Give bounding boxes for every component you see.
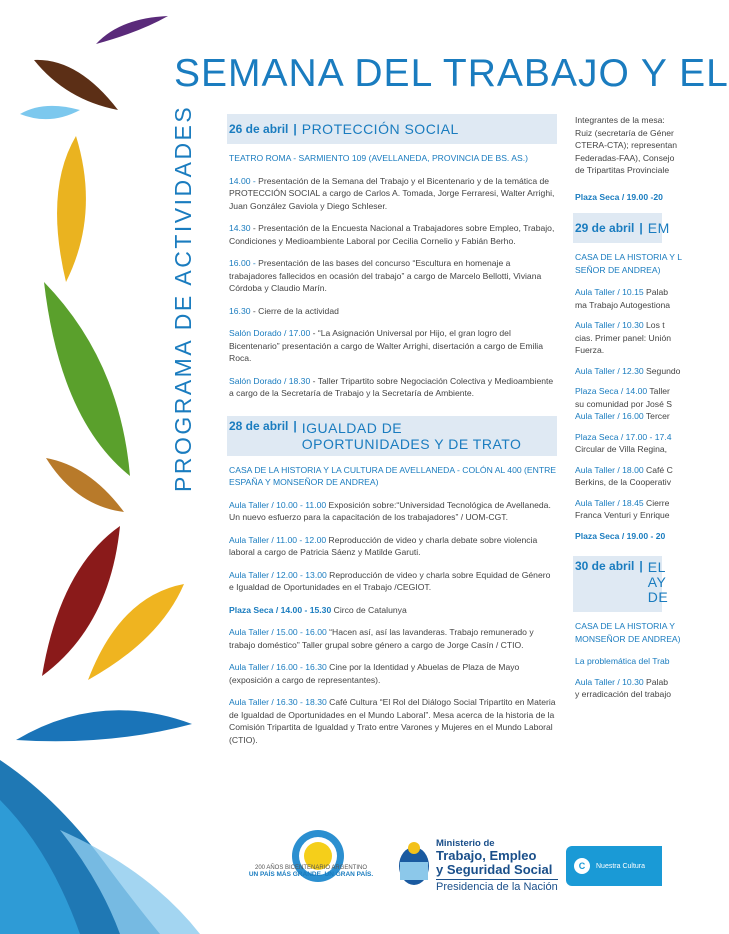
entry-text: cias. Primer panel: Unión [575,332,672,343]
entry-text: Palab [643,676,669,687]
text-line: Integrantes de la mesa: [575,115,665,125]
schedule-entry [229,375,557,400]
entry-text: Los t [643,320,665,330]
entry-text: “Hacen así, así las lavanderas. Trabajo remunerado y trabajo doméstico” Taller grupal sobre género a cargo de Jorge Casín / CTIO. [229,627,534,650]
text-line: Ruiz (secretaría de Géner [575,127,674,138]
entry-text: Reproducción de video y charla debate sobre violencia laboral a cargo de Patricia Sáenz y Matilde Garuti. [229,534,538,557]
day-date: 26 de abril [229,121,289,136]
day-date: 29 de abril [575,220,635,235]
blue-leaf [16,710,192,741]
topic-line: La problemática del Trab [575,656,670,666]
entry-time: 16.30 [229,305,251,316]
separator: | [293,121,297,136]
text-line: CASA DE LA HISTORIA Y [575,621,675,631]
purple-leaf [96,16,168,44]
entry-text: Segundo [643,365,681,376]
plaza-seca-time: Plaza Seca / 19.00 - 20 [575,530,666,541]
cultura-label: Nuestra Cultura [596,862,646,870]
day-topic [648,560,668,605]
schedule-entry [229,661,557,686]
entry-time: Aula Taller / 12.00 - 13.00 [229,569,327,580]
entry-time: Aula Taller / 10.30 [575,676,644,687]
entry-text: - Cierre de la actividad [250,305,339,316]
entry-text: Palab [643,287,669,297]
schedule-entry [229,257,557,295]
ministry-line: Presidencia de la Nación [436,881,558,893]
entry-time: Aula Taller / 10.00 - 11.00 [229,499,327,510]
topic-line: EL [647,559,666,575]
entry-text: y erradicación del trabajo [575,689,672,699]
escudo-icon [399,842,429,885]
text-line: CTERA-CTA); representan [575,140,678,150]
entry-time: Aula Taller / 12.30 [575,365,644,376]
day-topic: IGUALDAD DE OPORTUNIDADES Y DE TRATO [301,419,522,452]
green-leaf [44,282,130,476]
entry-time: Aula Taller / 16.00 - 16.30 [229,662,327,672]
entry-text: Tercer [643,411,670,421]
text-line: SEÑOR DE ANDREA) [575,264,661,275]
slogan: UN PAÍS MÁS GRANDE. UN GRAN PAÍS. [248,871,374,878]
entry-text: Franca Venturi y Enrique [575,510,670,520]
schedule-entry [229,604,557,617]
day-date: 30 de abril [575,559,635,573]
schedule-entry [575,464,673,489]
entry-text: ma Trabajo Autogestiona [575,299,671,310]
schedule-entry [575,497,670,522]
entry-text: Circo de Catalunya [331,604,407,615]
schedule-entry [229,175,557,213]
schedule-entry [229,626,557,651]
separator: | [639,220,643,235]
entry-text: - “La Asignación Universal por Hijo, el gran logro del Bicentenario” presentación a cargo de Walter Arrighi, disertación a cargo de Emilia Roca. [229,328,543,363]
entry-text: Presentación de las bases del concurso “Escultura en homenaje a trabajadores fallecidos en ocasión del trabajo” a cargo de Marcelo Bellotti, Viviana Córdoba y Claudio Marín. [229,258,542,293]
venue: CASA DE LA HISTORIA Y LA CULTURA DE AVELLANEDA - COLÓN AL 400 (ENTRE ESPAÑA Y MONSEÑOR DE ANDREA) [229,464,557,487]
day-header [227,416,557,456]
entry-time: Salón Dorado / 17.00 [229,328,311,338]
entry-time: Aula Taller / 11.00 - 12.00 [229,534,327,545]
entry-time: Aula Taller / 18.45 [575,497,644,508]
schedule-entry [575,385,672,423]
topic-line: DE [647,589,669,605]
day-topic: PROTECCIÓN SOCIAL [301,120,459,137]
entry-time: Plaza Seca / 14.00 - 15.30 [229,604,332,615]
ministry-logo-text [436,838,558,893]
entry-text: - Presentación de la Encuesta Nacional a Trabajadores sobre Empleo, Trabajo, Condiciones y Medioambiente Laboral por Cecilia Cornelio y Fabián Berho. [229,223,555,246]
ministry-line: y Seguridad Social [436,862,553,877]
cultura-icon: C [574,858,590,874]
schedule-entry [575,319,672,357]
panel-intro [575,114,678,177]
entry-time: Aula Taller / 16.30 - 18.30 [229,697,327,707]
entry-text: Fuerza. [575,345,605,355]
text-line: de Tripartitas Provinciale [575,165,670,175]
schedule-entry [575,286,671,311]
entry-text: - Taller Tripartito sobre Negociación Colectiva y Medioambiente a cargo de la Secretaría de Trabajo y la Secretaría de Ambiente. [229,375,554,398]
entry-time: Aula Taller / 18.00 [575,464,644,475]
schedule-entry [229,222,557,247]
light-blue-leaf [20,106,80,119]
day-header [573,556,669,612]
schedule-entry [575,431,672,456]
text-line: CASA DE LA HISTORIA Y L [575,252,682,262]
entry-time: Plaza Seca / 17.00 - 17.4 [575,431,672,442]
entry-time: 14.30 [229,223,251,233]
venue [575,251,682,276]
ministry-line: Ministerio de [436,838,495,849]
entry-text: Circular de Villa Regina, [575,444,668,454]
entry-text: Reproducción de video y charla sobre Equidad de Género e Igualdad de Oportunidades en el Trabajo /CEGIOT. [229,569,551,592]
entry-time: Aula Taller / 15.00 - 16.00 [229,627,327,637]
schedule-entry [229,327,557,365]
entry-text: Taller [647,386,670,396]
entry-text: Berkins, de la Cooperativ [575,477,672,487]
entry-time: Aula Taller / 16.00 [575,411,644,421]
day-date: 28 de abril [229,418,289,433]
day-header [573,213,670,243]
topic-line: AY [647,574,667,590]
entry-time: Aula Taller / 10.15 [575,287,644,297]
schedule-entry [575,676,672,701]
tan-leaf [46,458,124,512]
yellow-leaf [57,136,86,282]
entry-time: Salón Dorado / 18.30 [229,375,311,386]
schedule-entry [229,499,557,524]
cultura-logo [566,846,662,886]
schedule-entry [229,305,557,318]
schedule-column-right [575,114,682,709]
separator: | [639,559,643,573]
entry-time: Plaza Seca / 14.00 [575,386,648,396]
entry-text: Café C [643,464,673,475]
entry-time: 14.00 - [229,175,256,186]
page-title: SEMANA DEL TRABAJO Y EL [174,52,729,95]
schedule-entry [229,534,557,559]
bicentenario-text [246,865,376,878]
venue: TEATRO ROMA - SARMIENTO 109 (AVELLANEDA, PROVINCIA DE BS. AS.) [229,153,528,163]
schedule-entry [229,696,557,746]
plaza-seca-time: Plaza Seca / 19.00 -20 [575,191,663,202]
venue [575,620,681,645]
ministry-line: Trabajo, Empleo [436,848,537,863]
schedule-entry [575,365,681,378]
text-line: MONSEÑOR DE ANDREA) [575,633,681,644]
schedule-entry [229,569,557,594]
entry-text: Cine por la Identidad y Abuelas de Plaza de Mayo (exposición a cargo de representantes). [229,662,520,685]
text-line: Federadas-FAA), Consejo [575,152,675,163]
entry-text: su comunidad por José S [575,398,672,409]
entry-text: Exposición sobre:“Universidad Tecnológica de Avellaneda. Un nuevo esfuerzo para la capacitación de los trabajadores” / UOM-CGT. [229,499,551,522]
entry-time: Aula Taller / 10.30 [575,320,644,330]
entry-text: Presentación de la Semana del Trabajo y el Bicentenario y de la temática de PROTECCIÓN SOCIAL a cargo de Carlos A. Tomada, Jorge Ferraresi, Walter Arrighi, Juan González Gaviola y Diego Schleser. [229,175,555,211]
bicentenario-label: 200 AÑOS BICENTENARIO ARGENTINO [254,865,368,871]
program-title: PROGRAMA DE ACTIVIDADES [170,104,196,492]
day-header [227,114,557,144]
separator: | [293,418,297,433]
brown-leaf [34,60,118,110]
day-topic: EM [647,219,670,236]
schedule-column-left [229,114,557,756]
entry-time: 16.00 - [229,258,256,268]
entry-text: Café Cultura “El Rol del Diálogo Social Tripartito en Materia de Igualdad de Oportunidades en el Mundo Laboral”. Mesa acerca de la historia de la Comisión Tripartita de Igualdad y Trato entre Varones y Mujeres en el Mundo Laboral (CTIO). [229,697,556,745]
entry-text: Cierre [643,497,670,508]
